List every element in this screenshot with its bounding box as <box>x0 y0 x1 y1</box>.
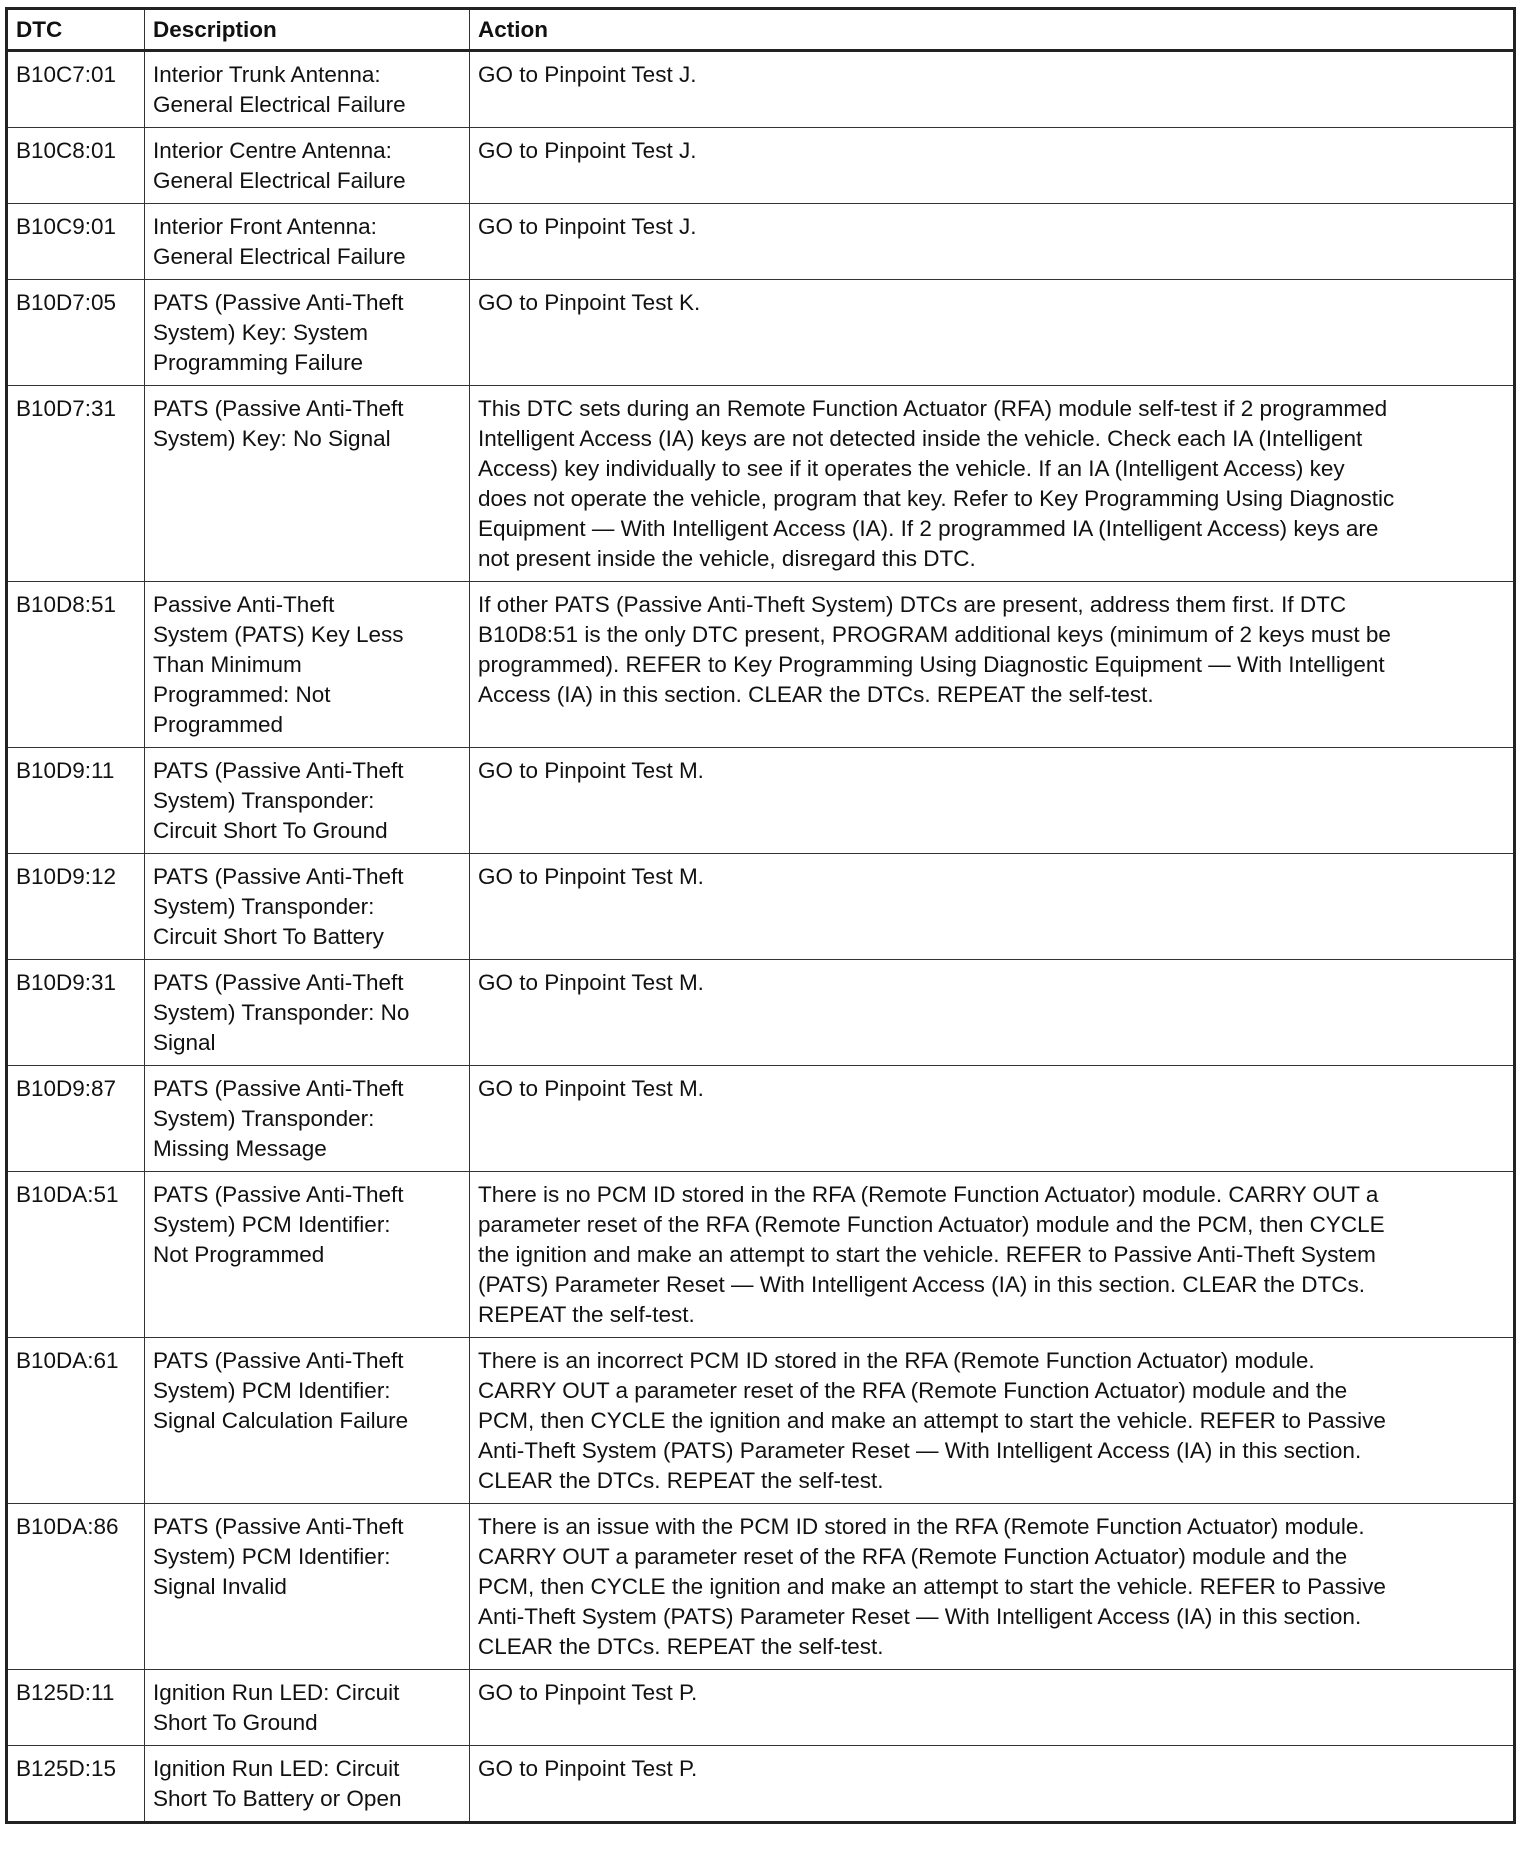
description-cell: PATS (Passive Anti-Theft System) PCM Identifier: Signal Calculation Failure <box>145 1338 470 1504</box>
table-row <box>7 128 1515 204</box>
dtc-cell: B10D9:12 <box>7 854 145 960</box>
action-cell: There is an incorrect PCM ID stored in the RFA (Remote Function Actuator) module. CARRY OUT a parameter reset of the RFA (Remote Function Actuator) module and the PCM, then CYCLE the ignition and make an attempt to start the vehicle. REFER to Passive Anti-Theft System (PATS) Parameter Reset — With Intelligent Access (IA) in this section. CLEAR the DTCs. REPEAT the self-test. <box>470 1338 1515 1504</box>
table-body <box>7 51 1515 1823</box>
header-action: Action <box>470 9 1515 51</box>
table-header <box>7 9 1515 51</box>
dtc-cell: B10D9:11 <box>7 748 145 854</box>
description-cell: PATS (Passive Anti-Theft System) Transponder: No Signal <box>145 960 470 1066</box>
description-cell: Interior Centre Antenna: General Electrical Failure <box>145 128 470 204</box>
table-row <box>7 854 1515 960</box>
dtc-cell: B10C9:01 <box>7 204 145 280</box>
table-row <box>7 1746 1515 1823</box>
table-row <box>7 960 1515 1066</box>
action-cell: This DTC sets during an Remote Function Actuator (RFA) module self-test if 2 programmed Intelligent Access (IA) keys are not detected inside the vehicle. Check each IA (Intelligent Access) key individually to see if it operates the vehicle. If an IA (Intelligent Access) key does not operate the vehicle, program that key. Refer to Key Programming Using Diagnostic Equipment — With Intelligent Access (IA). If 2 programmed IA (Intelligent Access) keys are not present inside the vehicle, disregard this DTC. <box>470 386 1515 582</box>
action-cell: If other PATS (Passive Anti-Theft System) DTCs are present, address them first. If DTC B10D8:51 is the only DTC present, PROGRAM additional keys (minimum of 2 keys must be programmed). REFER to Key Programming Using Diagnostic Equipment — With Intelligent Access (IA) in this section. CLEAR the DTCs. REPEAT the self-test. <box>470 582 1515 748</box>
description-cell: Interior Trunk Antenna: General Electrical Failure <box>145 51 470 128</box>
dtc-cell: B125D:15 <box>7 1746 145 1823</box>
table-row <box>7 386 1515 582</box>
description-cell: PATS (Passive Anti-Theft System) Key: No Signal <box>145 386 470 582</box>
description-cell: PATS (Passive Anti-Theft System) PCM Identifier: Signal Invalid <box>145 1504 470 1670</box>
table-row <box>7 1670 1515 1746</box>
action-cell: GO to Pinpoint Test K. <box>470 280 1515 386</box>
dtc-table <box>5 7 1516 1824</box>
table-row <box>7 748 1515 854</box>
table-row <box>7 280 1515 386</box>
action-cell: There is an issue with the PCM ID stored in the RFA (Remote Function Actuator) module. CARRY OUT a parameter reset of the RFA (Remote Function Actuator) module and the PCM, then CYCLE the ignition and make an attempt to start the vehicle. REFER to Passive Anti-Theft System (PATS) Parameter Reset — With Intelligent Access (IA) in this section. CLEAR the DTCs. REPEAT the self-test. <box>470 1504 1515 1670</box>
description-cell: PATS (Passive Anti-Theft System) Key: System Programming Failure <box>145 280 470 386</box>
table-row <box>7 51 1515 128</box>
description-cell: Passive Anti-Theft System (PATS) Key Less Than Minimum Programmed: Not Programmed <box>145 582 470 748</box>
dtc-cell: B10DA:51 <box>7 1172 145 1338</box>
action-cell: GO to Pinpoint Test M. <box>470 748 1515 854</box>
action-cell: GO to Pinpoint Test P. <box>470 1670 1515 1746</box>
dtc-cell: B10D7:31 <box>7 386 145 582</box>
action-cell: GO to Pinpoint Test P. <box>470 1746 1515 1823</box>
table-row <box>7 582 1515 748</box>
action-cell: GO to Pinpoint Test M. <box>470 960 1515 1066</box>
description-cell: PATS (Passive Anti-Theft System) Transponder: Missing Message <box>145 1066 470 1172</box>
header-description: Description <box>145 9 470 51</box>
header-dtc: DTC <box>7 9 145 51</box>
table-row <box>7 1338 1515 1504</box>
dtc-cell: B10DA:61 <box>7 1338 145 1504</box>
dtc-cell: B10D7:05 <box>7 280 145 386</box>
description-cell: Interior Front Antenna: General Electrical Failure <box>145 204 470 280</box>
dtc-cell: B10C8:01 <box>7 128 145 204</box>
action-cell: GO to Pinpoint Test M. <box>470 1066 1515 1172</box>
description-cell: PATS (Passive Anti-Theft System) PCM Identifier: Not Programmed <box>145 1172 470 1338</box>
action-cell: GO to Pinpoint Test J. <box>470 51 1515 128</box>
action-cell: There is no PCM ID stored in the RFA (Remote Function Actuator) module. CARRY OUT a parameter reset of the RFA (Remote Function Actuator) module and the PCM, then CYCLE the ignition and make an attempt to start the vehicle. REFER to Passive Anti-Theft System (PATS) Parameter Reset — With Intelligent Access (IA) in this section. CLEAR the DTCs. REPEAT the self-test. <box>470 1172 1515 1338</box>
dtc-cell: B10D9:31 <box>7 960 145 1066</box>
description-cell: Ignition Run LED: Circuit Short To Battery or Open <box>145 1746 470 1823</box>
description-cell: Ignition Run LED: Circuit Short To Ground <box>145 1670 470 1746</box>
header-row <box>7 9 1515 51</box>
description-cell: PATS (Passive Anti-Theft System) Transponder: Circuit Short To Battery <box>145 854 470 960</box>
table-row <box>7 1504 1515 1670</box>
action-cell: GO to Pinpoint Test M. <box>470 854 1515 960</box>
action-cell: GO to Pinpoint Test J. <box>470 204 1515 280</box>
dtc-cell: B10DA:86 <box>7 1504 145 1670</box>
dtc-cell: B125D:11 <box>7 1670 145 1746</box>
dtc-cell: B10C7:01 <box>7 51 145 128</box>
table-row <box>7 1066 1515 1172</box>
description-cell: PATS (Passive Anti-Theft System) Transponder: Circuit Short To Ground <box>145 748 470 854</box>
table-row <box>7 1172 1515 1338</box>
action-cell: GO to Pinpoint Test J. <box>470 128 1515 204</box>
dtc-cell: B10D8:51 <box>7 582 145 748</box>
table-row <box>7 204 1515 280</box>
dtc-cell: B10D9:87 <box>7 1066 145 1172</box>
